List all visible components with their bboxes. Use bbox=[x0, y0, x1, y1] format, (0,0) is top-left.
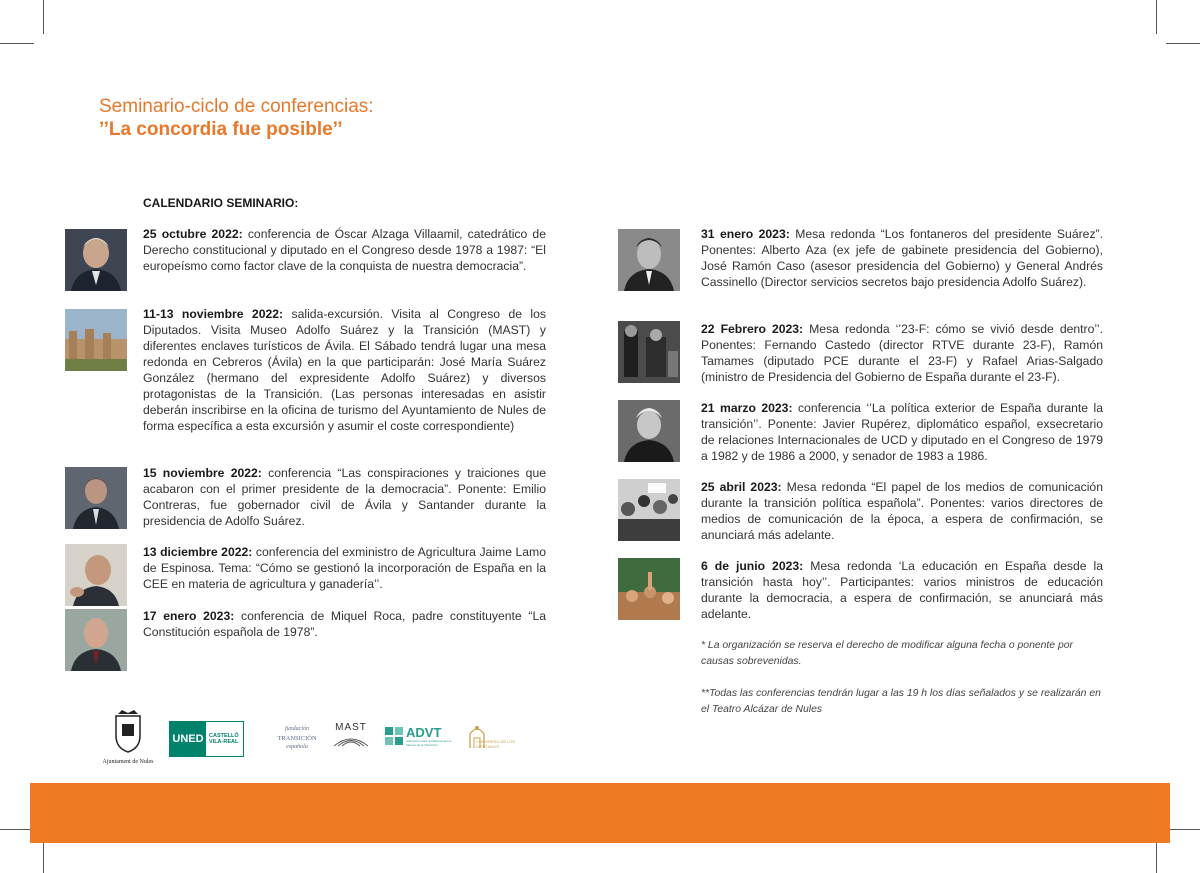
event-date: 25 octubre 2022: bbox=[143, 227, 243, 241]
event-text: conferencia de Óscar Alzaga Villaamil, catedrático de Derecho constitucional y diputado en el Congreso desde 1978 a 1987: “El europeísmo como factor clave de la conquista de nuestra democracia”. bbox=[143, 227, 546, 273]
23f-photo bbox=[618, 321, 680, 383]
event-text: conferencia ‘’La política exterior de España durante la transición’’. Ponente: Javier Rupérez, diplomático español, exsecretario de relaciones Internacionales de UCD y diputado en el Congreso de 1979 a 1982 y de 1986 a 2000, y senador de 1983 a 1986. bbox=[701, 401, 1103, 463]
note-schedule: **Todas las conferencias tendrán lugar a las 19 h los días señalados y se realizarán en el Teatro Alcázar de Nules bbox=[701, 688, 1101, 715]
crop-mark bbox=[1166, 43, 1200, 44]
event-date: 31 enero 2023: bbox=[701, 227, 790, 241]
footer-band bbox=[30, 783, 1170, 843]
note-organization: * La organización se reserva el derecho de modificar alguna fecha o ponente por causas sobrevenidas. bbox=[701, 640, 1073, 667]
uned-label: UNED bbox=[170, 722, 206, 756]
event-11-13-noviembre-2022 bbox=[143, 306, 546, 434]
logo-advt bbox=[385, 725, 453, 753]
event-date: 22 Febrero 2023: bbox=[701, 322, 804, 336]
logo-mast bbox=[330, 722, 372, 752]
event-date: 25 abril 2023: bbox=[701, 480, 782, 494]
advt-label: ADVT bbox=[406, 725, 442, 740]
event-date: 15 noviembre 2022: bbox=[143, 466, 262, 480]
event-25-octubre-2022 bbox=[143, 226, 546, 274]
avila-photo bbox=[65, 309, 127, 371]
event-6-junio-2023 bbox=[701, 558, 1103, 622]
portrait-photo bbox=[65, 609, 127, 671]
event-date: 21 marzo 2023: bbox=[701, 401, 793, 415]
crop-mark bbox=[0, 829, 34, 830]
nules-label: Ajuntament de Nules bbox=[102, 759, 154, 765]
event-13-diciembre-2022 bbox=[143, 544, 546, 592]
event-22-febrero-2023 bbox=[701, 321, 1103, 385]
event-date: 17 enero 2023: bbox=[143, 609, 235, 623]
fundacion-line1: fundación bbox=[285, 726, 309, 732]
portrait-photo bbox=[618, 400, 680, 462]
congreso-label: CONGRESO DE LOS DIPUTADOS bbox=[476, 739, 516, 749]
portrait-photo bbox=[65, 229, 127, 291]
logo-fundacion-transicion bbox=[273, 725, 321, 752]
event-text: Mesa redonda ‘La educación en España desde la transición hasta hoy’’. Participantes: varios ministros de educación durante la democracia, a espera de confirmación, se anunciará más adelante. bbox=[701, 559, 1103, 621]
advt-sub: Asociación para la Defensa de los Valores de la Transición bbox=[406, 739, 452, 747]
crowd-photo bbox=[618, 479, 680, 541]
event-date: 6 de junio 2023: bbox=[701, 559, 804, 573]
mast-arc-icon bbox=[330, 733, 372, 747]
header-title: ’’La concordia fue posible’’ bbox=[99, 119, 343, 140]
event-text: conferencia “Las conspiraciones y traiciones que acabaron con el primer presidente de la democracia”. Ponente: Emilio Contreras, fue gobernador civil de Ávila y Santander durante la presidencia de Adolfo Suárez. bbox=[143, 466, 546, 528]
event-17-enero-2023 bbox=[143, 608, 546, 640]
event-25-abril-2023 bbox=[701, 479, 1103, 543]
event-31-enero-2023 bbox=[701, 226, 1103, 290]
classroom-photo bbox=[618, 558, 680, 620]
event-21-marzo-2023 bbox=[701, 400, 1103, 464]
event-date: 13 diciembre 2022: bbox=[143, 545, 253, 559]
crop-mark bbox=[1166, 829, 1200, 830]
uned-sub-vilareal: VILA-REAL bbox=[209, 739, 239, 745]
calendar-title: CALENDARIO SEMINARIO: bbox=[143, 196, 299, 210]
crop-mark bbox=[1156, 0, 1157, 34]
logo-congreso bbox=[464, 722, 534, 752]
portrait-photo bbox=[618, 229, 680, 291]
logo-uned bbox=[169, 721, 244, 757]
event-date: 11-13 noviembre 2022: bbox=[143, 307, 284, 321]
portrait-photo bbox=[65, 544, 127, 606]
fundacion-line3: española bbox=[286, 744, 308, 750]
event-text: conferencia del exministro de Agricultura Jaime Lamo de Espinosa. Tema: “Cómo se gestionó la incorporación de España en la CEE en materia de agricultura y ganadería’’. bbox=[143, 545, 546, 591]
crop-mark bbox=[0, 43, 34, 44]
mast-label: MAST bbox=[335, 722, 367, 733]
crop-mark bbox=[43, 0, 44, 34]
header-subtitle: Seminario-ciclo de conferencias: bbox=[99, 96, 374, 117]
logo-nules bbox=[100, 710, 156, 772]
event-text: Mesa redonda ‘’23-F: cómo se vivió desde dentro’’. Ponentes: Fernando Castedo (director RTVE durante 23-F), Ramón Tamames (diputado PCE durante el 23-F) y Rafael Arias-Salgado (ministro de Presidencia del Gobierno de España durante el 23-F). bbox=[701, 322, 1103, 384]
event-text: Mesa redonda “Los fontaneros del presidente Suárez”. Ponentes: Alberto Aza (ex jefe de gabinete presidencia del Gobierno), José Ramón Caso (asesor presidencia del Gobierno) y General Andrés Cassinello (Director servicios secretos bajo presidencia Adolfo Suárez). bbox=[701, 227, 1103, 289]
event-text: conferencia de Miquel Roca, padre constituyente “La Constitución española de 1978”. bbox=[143, 609, 546, 639]
crop-mark bbox=[1156, 839, 1157, 873]
uned-sub-castello: CASTELLÓ bbox=[209, 733, 239, 739]
event-text: salida-excursión. Visita al Congreso de los Diputados. Visita Museo Adolfo Suárez y la Transición (MAST) y diferentes enclaves turísticos de Ávila. El Sábado tendrá lugar una mesa redonda en Cebreros (Ávila) en la que participarán: José María Suárez González (hermano del expresidente Adolfo Suárez) y diversos protagonistas de la Transición. (Las personas interesadas en asistir deberán inscribirse en la oficina de turismo del Ayuntamiento de Nules de forma específica a esta excursión y asumir el coste correspondiente) bbox=[143, 307, 547, 433]
crop-mark bbox=[43, 839, 44, 873]
event-text: Mesa redonda “El papel de los medios de comunicación durante la transición política española”. Ponentes: varios directores de medios de comunicación de la época, a espera de confirmación, se anunciará más adelante. bbox=[701, 480, 1103, 542]
fundacion-line2: TRANSICIÓN bbox=[277, 735, 317, 742]
advt-square-icon bbox=[385, 727, 403, 747]
portrait-photo bbox=[65, 467, 127, 529]
nules-shield-icon bbox=[100, 710, 156, 754]
event-15-noviembre-2022 bbox=[143, 465, 546, 529]
